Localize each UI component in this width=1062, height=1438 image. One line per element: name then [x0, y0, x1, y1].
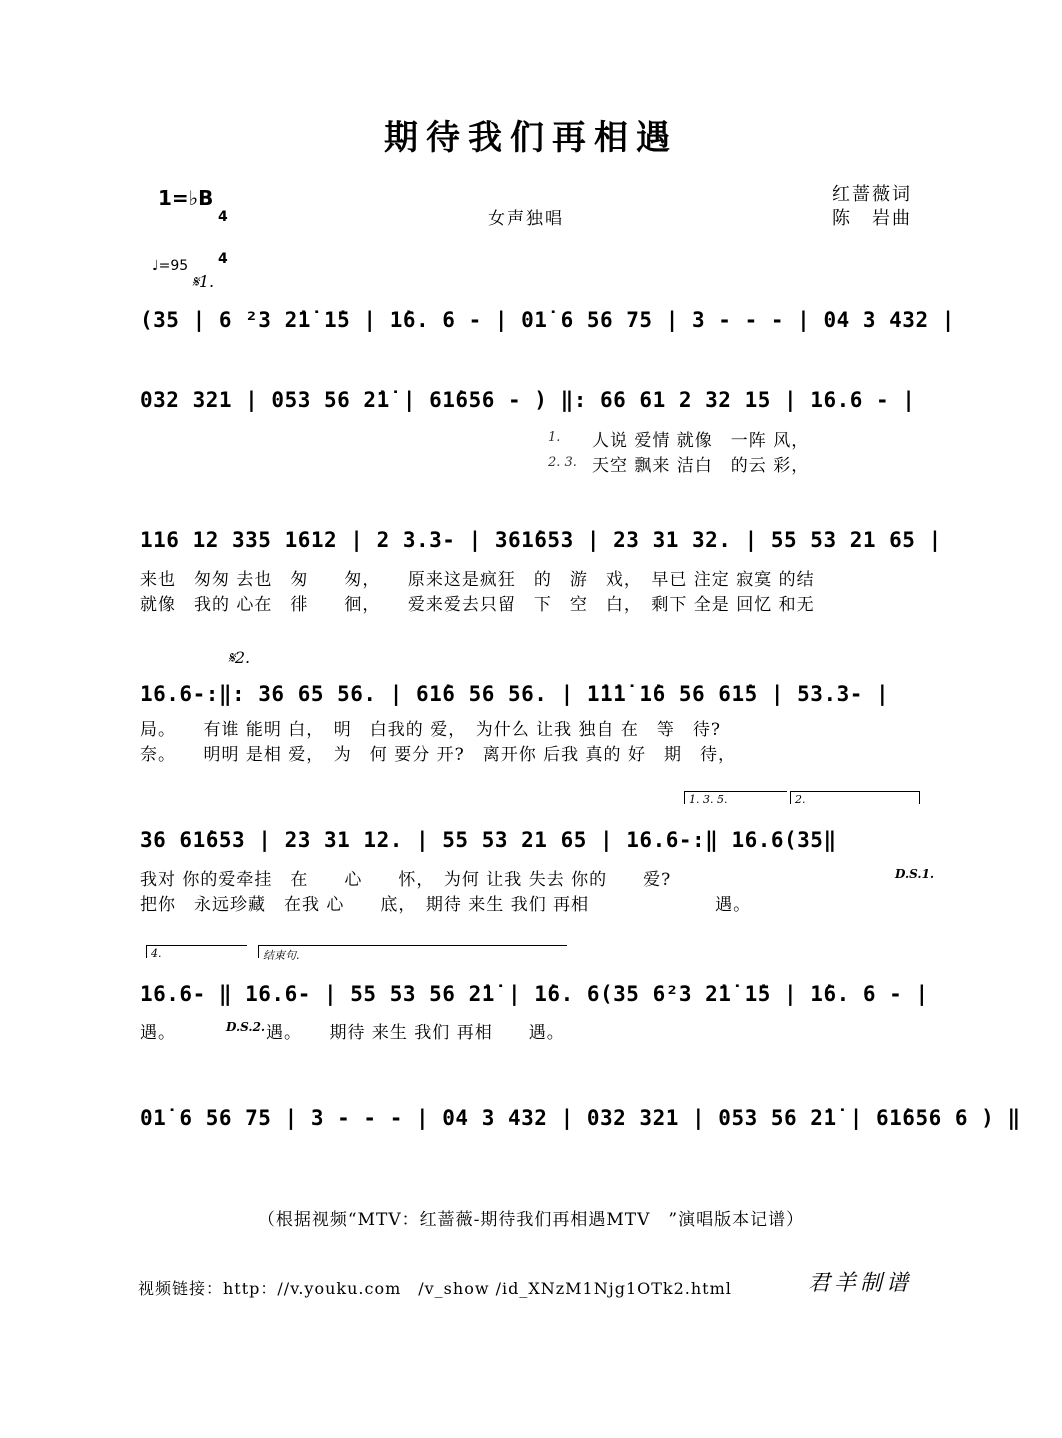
system-1-notes: (35 | 6 ²3 2̇1̇ 1̇5 | 1̇6. 6 - | 01̇ 6 56 75 | 3 - - - | 04 3 432 |: [140, 308, 955, 332]
lyricist-credit: 红蔷薇词: [832, 184, 912, 205]
system-4-lyric-2: 奈。 明明 是相 爱， 为 何 要分 开? 离开你 后我 真的 好 期 待，: [140, 745, 736, 765]
meter-top: 4: [218, 209, 228, 225]
ending-bracket: 结束句.: [258, 945, 567, 958]
system-6-lyric-1: 遇。: [140, 1023, 176, 1043]
system-2-lyric-2: 天空 飘来 洁白 的云 彩，: [592, 456, 810, 476]
time-signature: [218, 182, 228, 280]
system-6-notes: 16.6- ‖ 16.6- | 55 53 56 2̇1̇ | 1̇6. 6(35 6²3 2̇1̇ 1̇5 | 1̇6. 6 - |: [140, 982, 929, 1006]
volta-2: 2.: [790, 791, 920, 804]
system-4-notes: 16.6-:‖: 36 65 56. | 61̇6 56 56. | 1̇1̇1̇ 1̇6 56 61̇5 | 53.3- |: [140, 682, 890, 706]
volta-1-3-5: 1. 3. 5.: [684, 791, 787, 804]
system-5-notes: 36 61̇653 | 23 31 12. | 55 53 21 65 | 16.6-:‖ 16.6(35‖: [140, 828, 837, 852]
video-link: 视频链接：http：//v.youku.com /v_show /id_XNzM1Njg1OTk2.html: [138, 1279, 732, 1298]
tempo-marking: ♩=95: [152, 258, 189, 274]
transcriber-signature: 君羊制谱: [808, 1271, 913, 1296]
segno-2: 𝄋2.: [228, 648, 251, 667]
volta-4: 4.: [146, 945, 247, 958]
system-7-notes: 01̇ 6 56 75 | 3 - - - | 04 3 432 | 032 321 | 053 56 2̇1̇ | 61̇656 6 ) ‖: [140, 1106, 1021, 1130]
ds-1-marking: D.S.1.: [895, 867, 935, 881]
source-note: （根据视频“MTV：红蔷薇-期待我们再相遇MTV ”演唱版本记谱）: [257, 1210, 805, 1230]
system-5-lyric-2: 把你 永远珍藏 在我 心 底， 期待 来生 我们 再相 遇。: [140, 895, 752, 915]
segno-1: 𝄋1.: [192, 272, 215, 291]
system-5-lyric-1: 我对 你的爱牵挂 在 心 怀， 为何 让我 失去 你的 爱?: [140, 870, 672, 890]
meter-bottom: 4: [218, 251, 228, 267]
system-3-lyric-1: 来也 匆匆 去也 匆 匆， 原来这是疯狂 的 游 戏， 早已 注定 寂寞 的结: [140, 570, 815, 590]
verse-number-2-3: 2. 3.: [548, 455, 577, 470]
key-signature: 1=♭B: [158, 186, 214, 210]
system-2-notes: 032 321 | 053 56 2̇1̇ | 61̇656 - ) ‖: 66 61 2 32 15 | 16.6 - |: [140, 388, 916, 412]
ds-2-marking: D.S.2.: [226, 1020, 266, 1034]
system-3-notes: 116 12 335 1612 | 2 3.3- | 361̇653 | 23 31 32. | 55 53 21 65 |: [140, 528, 942, 552]
song-title: 期待我们再相遇: [384, 118, 678, 158]
system-2-lyric-1: 人说 爱情 就像 一阵 风，: [592, 431, 810, 451]
system-3-lyric-2: 就像 我的 心在 徘 徊， 爱来爱去只留 下 空 白， 剩下 全是 回忆 和无: [140, 595, 815, 615]
composer-credit: 陈 岩曲: [832, 208, 912, 229]
verse-number-1: 1.: [548, 430, 561, 445]
system-6-lyric-2: 遇。 期待 来生 我们 再相 遇。: [266, 1023, 565, 1043]
performer: 女声独唱: [488, 209, 564, 229]
system-4-lyric-1: 局。 有谁 能明 白， 明 白我的 爱， 为什么 让我 独自 在 等 待?: [140, 720, 722, 740]
